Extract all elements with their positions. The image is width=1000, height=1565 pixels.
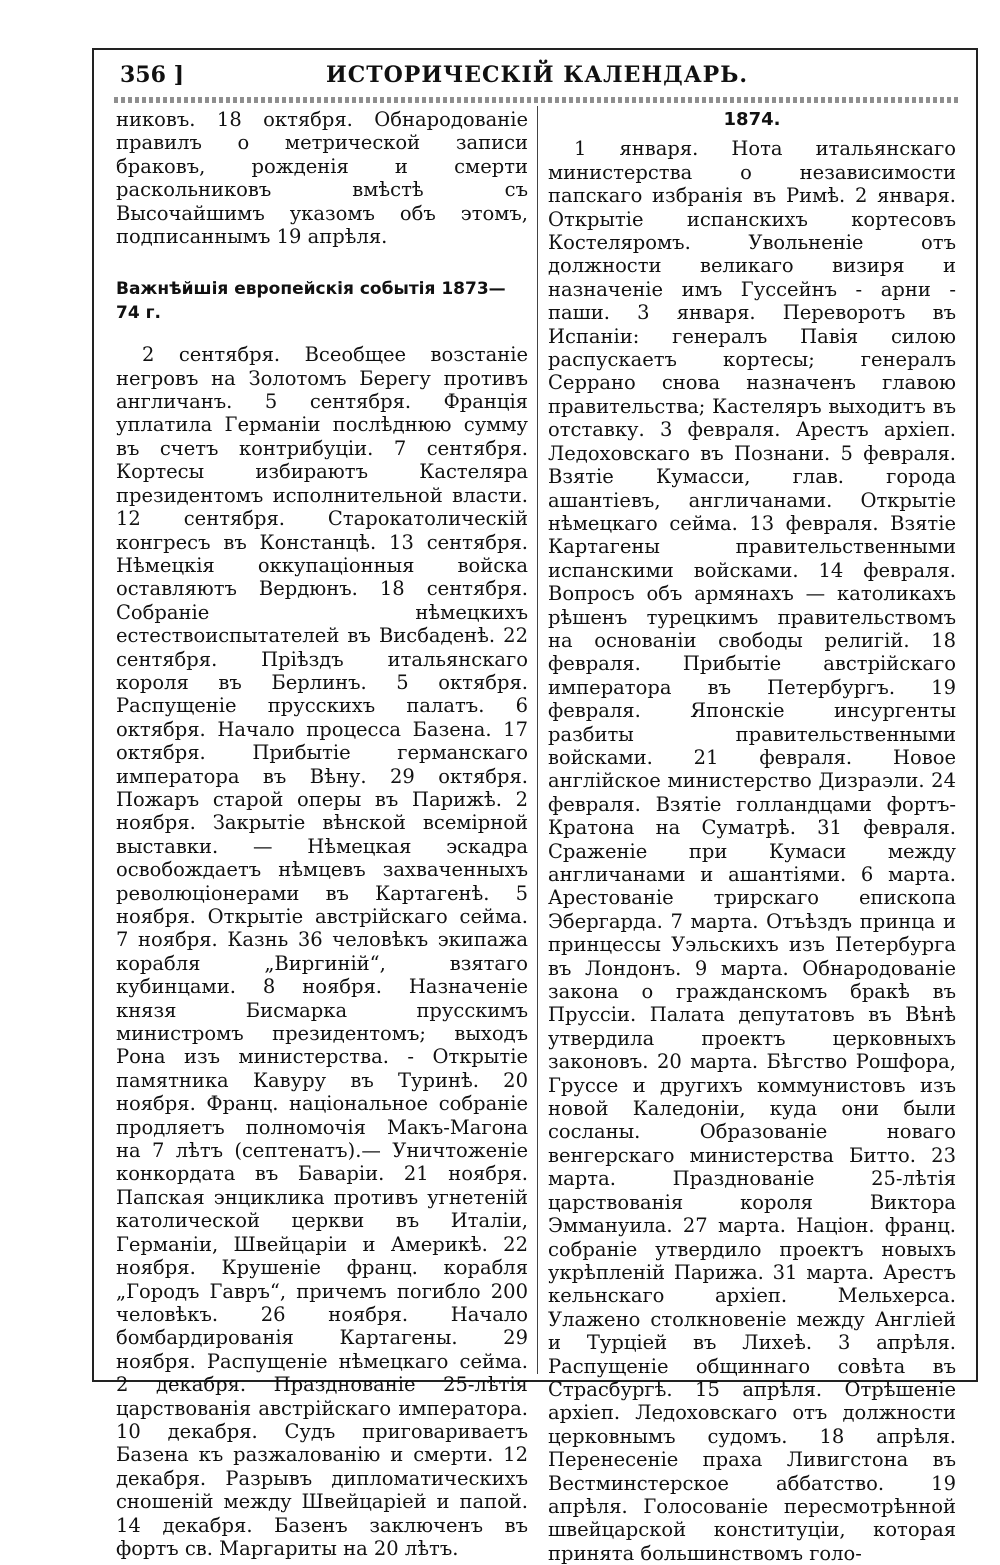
- running-title: ИСТОРИЧЕСКІЙ КАЛЕНДАРЬ.: [325, 62, 749, 88]
- left-border-rule: [92, 48, 94, 1381]
- right-column: [548, 108, 956, 1565]
- right-border-rule: [976, 48, 978, 1381]
- header-ornament-rule: [114, 97, 960, 103]
- section-heading: Важнѣйшія европейскія событія 1873—74 г.: [116, 279, 506, 323]
- page-header: [114, 60, 960, 94]
- events-1873-paragraph: 2 сентября. Всеобщее возстаніе негровъ на Золотомъ Берегу противъ англичанъ. 5 сентября. Франція уплатила Германіи послѣднюю сумму въ счетъ контрибуціи. 7 сентября. Кортесы избираютъ Кастеляра президентомъ исполнительной власти. 12 сентября. Старокатолическій конгресъ въ Констанцѣ. 13 сентября. Нѣмецкія оккупаціонныя войска оставляютъ Вердюнъ. 18 сентября. Собраніе нѣмецкихъ естествоиспытателей въ Висбаденѣ. 22 сентября. Пріѣздъ итальянскаго короля въ Берлинъ. 5 октября. Распущеніе прусскихъ палатъ. 6 октября. Начало процесса Базена. 17 октября. Прибытіе германскаго императора въ Вѣну. 29 октября. Пожаръ старой оперы въ Парижѣ. 2 ноября. Закрытіе вѣнской всемірной выставки. — Нѣмецкая эскадра освобождаетъ нѣмцевъ захваченныхъ революціонерами въ Картагенѣ. 5 ноября. Открытіе австрійскаго сейма. 7 ноября. Казнь 36 человѣкъ экипажа корабля „Виргиній“, взятаго кубинцами. 8 ноября. Назначеніе князя Бисмарка прусскимъ министромъ президентомъ; выходъ Рона изъ министерства. - Открытіе памятника Кавуру въ Туринѣ. 20 ноября. Франц. національное собраніе продляетъ полномочія Макъ-Магона на 7 лѣтъ (септенатъ).— Уничтоженіе конкордата въ Баваріи. 21 ноября. Папская энциклика противъ угнетеній католической церкви въ Италіи, Германіи, Швейцаріи и Америкѣ. 22 ноября. Крушеніе франц. корабля „Городъ Гавръ“, причемъ погибло 200 человѣкъ. 26 ноября. Начало бомбардированія Картагены. 29 ноября. Распущеніе нѣмецкаго сейма. 2 декабря. Празднованіе 25-лѣтія царствованія австрійскаго императора. 10 декабря. Судъ приговариваетъ Базена къ разжалованію и смерти. 12 декабря. Разрывъ дипломатическихъ сношеній между Швейцаріей и папой. 14 декабря. Базенъ заключенъ въ фортъ св. Маргариты на 20 лѣтъ.: [116, 343, 528, 1560]
- top-border-rule: [92, 48, 978, 50]
- column-divider: [537, 106, 538, 1374]
- page-number: 356 ]: [120, 62, 184, 88]
- left-column: [116, 108, 528, 1560]
- events-1874-paragraph: 1 января. Нота итальянскаго министерства о независимости папскаго избранія въ Римѣ. 2 января. Открытіе испанскихъ кортесовъ Костеляромъ. Увольненіе отъ должности великаго визиря и назначеніе имъ Гуссейнъ - арни - паши. 3 января. Переворотъ въ Испаніи: генералъ Павія силою распускаетъ кортесы; генералъ Серрано снова назначенъ главою правительства; Кастеляръ выходитъ въ отставку. 3 февраля. Арестъ архіеп. Ледоховскаго въ Познани. 5 февраля. Взятіе Кумасси, глав. города ашантіевъ, англичанами. Открытіе нѣмецкаго сейма. 13 февраля. Взятіе Картагены правительственными испанскими войсками. 14 февраля. Вопросъ объ армянахъ — католикахъ рѣшенъ турецкимъ правительствомъ на основаніи свободы религій. 18 февраля. Прибытіе австрійскаго императора въ Петербургъ. 19 февраля. Японскіе инсургенты разбиты правительственными войсками. 21 февраля. Новое англійское министерство Дизраэли. 24 февраля. Взятіе голландцами фортъ-Кратона на Суматрѣ. 31 февраля. Сраженіе при Кумаси между англичанами и ашантіями. 6 марта. Арестованіе трирскаго епископа Эбергарда. 7 марта. Отъѣздъ принца и принцессы Уэльскихъ изъ Петербурга въ Лондонъ. 9 марта. Обнародованіе закона о гражданскомъ бракѣ въ Пруссіи. Палата депутатовъ въ Вѣнѣ утвердила проектъ церковныхъ законовъ. 20 марта. Бѣгство Рошфора, Груссе и другихъ коммунистовъ изъ новой Каледоніи, куда они были сосланы. Образованіе новаго венгерскаго министерства Битто. 23 марта. Празднованіе 25-лѣтія царствованія короля Виктора Эммануила. 27 марта. Націон. франц. собраніе утвердило проектъ новыхъ укрѣпленій Парижа. 31 марта. Арестъ кельнскаго архіеп. Мельхерса. Улажено столкновеніе между Англіей и Турціей въ Лихеѣ. 3 апрѣля. Распущеніе общиннаго совѣта въ Страсбургѣ. 15 апрѣля. Отрѣшеніе архіеп. Ледоховскаго отъ должности церковнымъ судомъ. 18 апрѣля. Перенесеніе праха Ливигстона въ Вестминстерское аббатство. 19 апрѣля. Голосованіе пересмотрѣнной швейцарской конституціи, которая принята большинствомъ голо-: [548, 137, 956, 1565]
- year-heading: 1874.: [723, 109, 781, 130]
- continuation-paragraph: никовъ. 18 октября. Обнародованіе правилъ о метрической записи браковъ, рожденія и смерти раскольниковъ вмѣстѣ съ Высочайшимъ указомъ объ этомъ, подписаннымъ 19 апрѣля.: [116, 108, 528, 249]
